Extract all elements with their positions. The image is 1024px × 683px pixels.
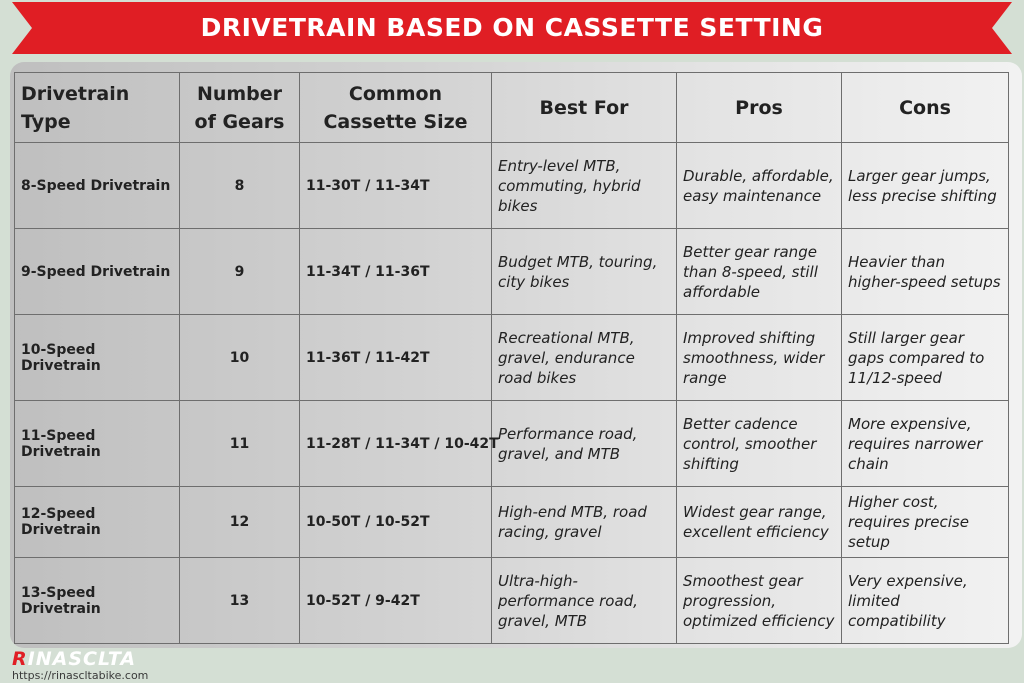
cell-cassette: 11-30T / 11-34T	[300, 143, 492, 229]
cell-best-for: Performance road, gravel, and MTB	[492, 401, 677, 487]
drivetrain-table	[14, 72, 1009, 644]
cell-best-for: Budget MTB, touring, city bikes	[492, 229, 677, 315]
cell-best-for: High-end MTB, road racing, gravel	[492, 487, 677, 558]
cell-drivetrain-type: 10-Speed Drivetrain	[15, 315, 180, 401]
cell-cons: Very expensive, limited compatibility	[842, 558, 1009, 644]
cell-pros: Improved shifting smoothness, wider range	[677, 315, 842, 401]
cell-cons: Still larger gear gaps compared to 11/12-speed	[842, 315, 1009, 401]
table-row	[15, 229, 1009, 315]
cell-gears: 11	[180, 401, 300, 487]
cell-cons: More expensive, requires narrower chain	[842, 401, 1009, 487]
cell-best-for: Ultra-high-performance road, gravel, MTB	[492, 558, 677, 644]
cell-cassette: 10-52T / 9-42T	[300, 558, 492, 644]
title-banner	[0, 0, 1024, 56]
header-cons: Cons	[842, 73, 1009, 143]
logo-initial: R	[12, 648, 28, 670]
cell-cassette: 10-50T / 10-52T	[300, 487, 492, 558]
cell-drivetrain-type: 13-Speed Drivetrain	[15, 558, 180, 644]
table-row	[15, 487, 1009, 558]
table-row	[15, 558, 1009, 644]
header-cassette-size: Common Cassette Size	[300, 73, 492, 143]
cell-drivetrain-type: 11-Speed Drivetrain	[15, 401, 180, 487]
cell-cons: Larger gear jumps, less precise shifting	[842, 143, 1009, 229]
cell-drivetrain-type: 8-Speed Drivetrain	[15, 143, 180, 229]
cell-gears: 9	[180, 229, 300, 315]
header-best-for: Best For	[492, 73, 677, 143]
cell-gears: 13	[180, 558, 300, 644]
cell-pros: Better cadence control, smoother shifting	[677, 401, 842, 487]
table-header-row	[15, 73, 1009, 143]
cell-best-for: Entry-level MTB, commuting, hybrid bikes	[492, 143, 677, 229]
cell-pros: Widest gear range, excellent efficiency	[677, 487, 842, 558]
table-row	[15, 401, 1009, 487]
cell-best-for: Recreational MTB, gravel, endurance road bikes	[492, 315, 677, 401]
cell-gears: 10	[180, 315, 300, 401]
cell-cons: Higher cost, requires precise setup	[842, 487, 1009, 558]
header-drivetrain-type: Drivetrain Type	[15, 73, 180, 143]
site-url: https://rinascltabike.com	[12, 669, 149, 682]
cell-gears: 8	[180, 143, 300, 229]
table-row	[15, 315, 1009, 401]
cell-cassette: 11-36T / 11-42T	[300, 315, 492, 401]
header-pros: Pros	[677, 73, 842, 143]
cell-drivetrain-type: 9-Speed Drivetrain	[15, 229, 180, 315]
cell-pros: Better gear range than 8-speed, still affordable	[677, 229, 842, 315]
page-title: DRIVETRAIN BASED ON CASSETTE SETTING	[200, 13, 824, 42]
header-number-of-gears: Number of Gears	[180, 73, 300, 143]
cell-cons: Heavier than higher-speed setups	[842, 229, 1009, 315]
cell-cassette: 11-34T / 11-36T	[300, 229, 492, 315]
cell-gears: 12	[180, 487, 300, 558]
cell-pros: Durable, affordable, easy maintenance	[677, 143, 842, 229]
cell-drivetrain-type: 12-Speed Drivetrain	[15, 487, 180, 558]
cell-cassette: 11-28T / 11-34T / 10-42T	[300, 401, 492, 487]
table-row	[15, 143, 1009, 229]
brand-logo	[12, 648, 136, 670]
logo-text: INASCLTA	[27, 648, 137, 670]
cell-pros: Smoothest gear progression, optimized efficiency	[677, 558, 842, 644]
